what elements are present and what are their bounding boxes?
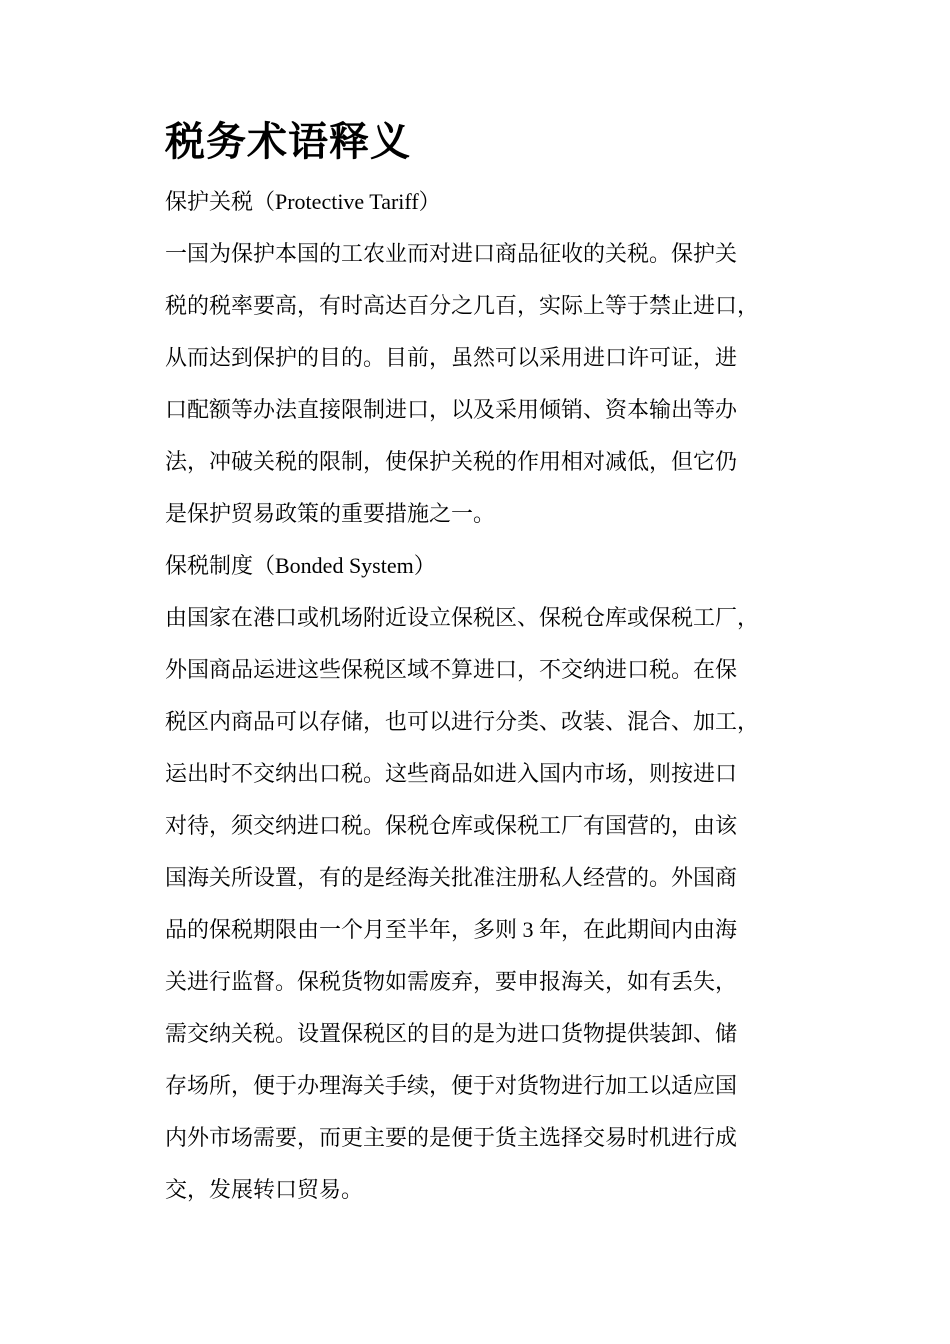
term-definition-bonded-system [165,592,815,1216]
text-line: 交，发展转口贸易。 [165,1177,364,1202]
text-line: 税的税率要高，有时高达百分之几百，实际上等于禁止进口， [165,293,760,318]
text-line: 一国为保护本国的工农业而对进口商品征收的关税。保护关 [165,241,738,266]
text-line: 税区内商品可以存储，也可以进行分类、改装、混合、加工， [165,709,760,734]
term-definition-protective-tariff [165,228,815,540]
text-line: 口配额等办法直接限制进口，以及采用倾销、资本输出等办 [165,397,738,422]
text-line: 对待，须交纳进口税。保税仓库或保税工厂有国营的，由该 [165,813,738,838]
text-line: 品的保税期限由一个月至半年，多则 3 年，在此期间内由海 [165,917,738,942]
text-line: 存场所，便于办理海关手续，便于对货物进行加工以适应国 [165,1073,738,1098]
term-heading-protective-tariff: 保护关税（Protective Tariff） [165,189,441,214]
text-line: 法，冲破关税的限制，使保护关税的作用相对减低，但它仍 [165,449,738,474]
text-line: 关进行监督。保税货物如需废弃，要申报海关，如有丢失， [165,969,738,994]
text-line: 是保护贸易政策的重要措施之一。 [165,501,496,526]
text-line: 国海关所设置，有的是经海关批准注册私人经营的。外国商 [165,865,738,890]
text-line: 需交纳关税。设置保税区的目的是为进口货物提供装卸、储 [165,1021,738,1046]
text-line: 内外市场需要，而更主要的是便于货主选择交易时机进行成 [165,1125,738,1150]
document-page [165,108,815,1216]
document-title: 税务术语释义 [165,119,411,165]
text-line: 外国商品运进这些保税区域不算进口，不交纳进口税。在保 [165,657,738,682]
text-line: 运出时不交纳出口税。这些商品如进入国内市场，则按进口 [165,761,738,786]
text-line: 由国家在港口或机场附近设立保税区、保税仓库或保税工厂， [165,605,760,630]
term-heading-bonded-system: 保税制度（Bonded System） [165,553,436,578]
text-line: 从而达到保护的目的。目前，虽然可以采用进口许可证，进 [165,345,738,370]
